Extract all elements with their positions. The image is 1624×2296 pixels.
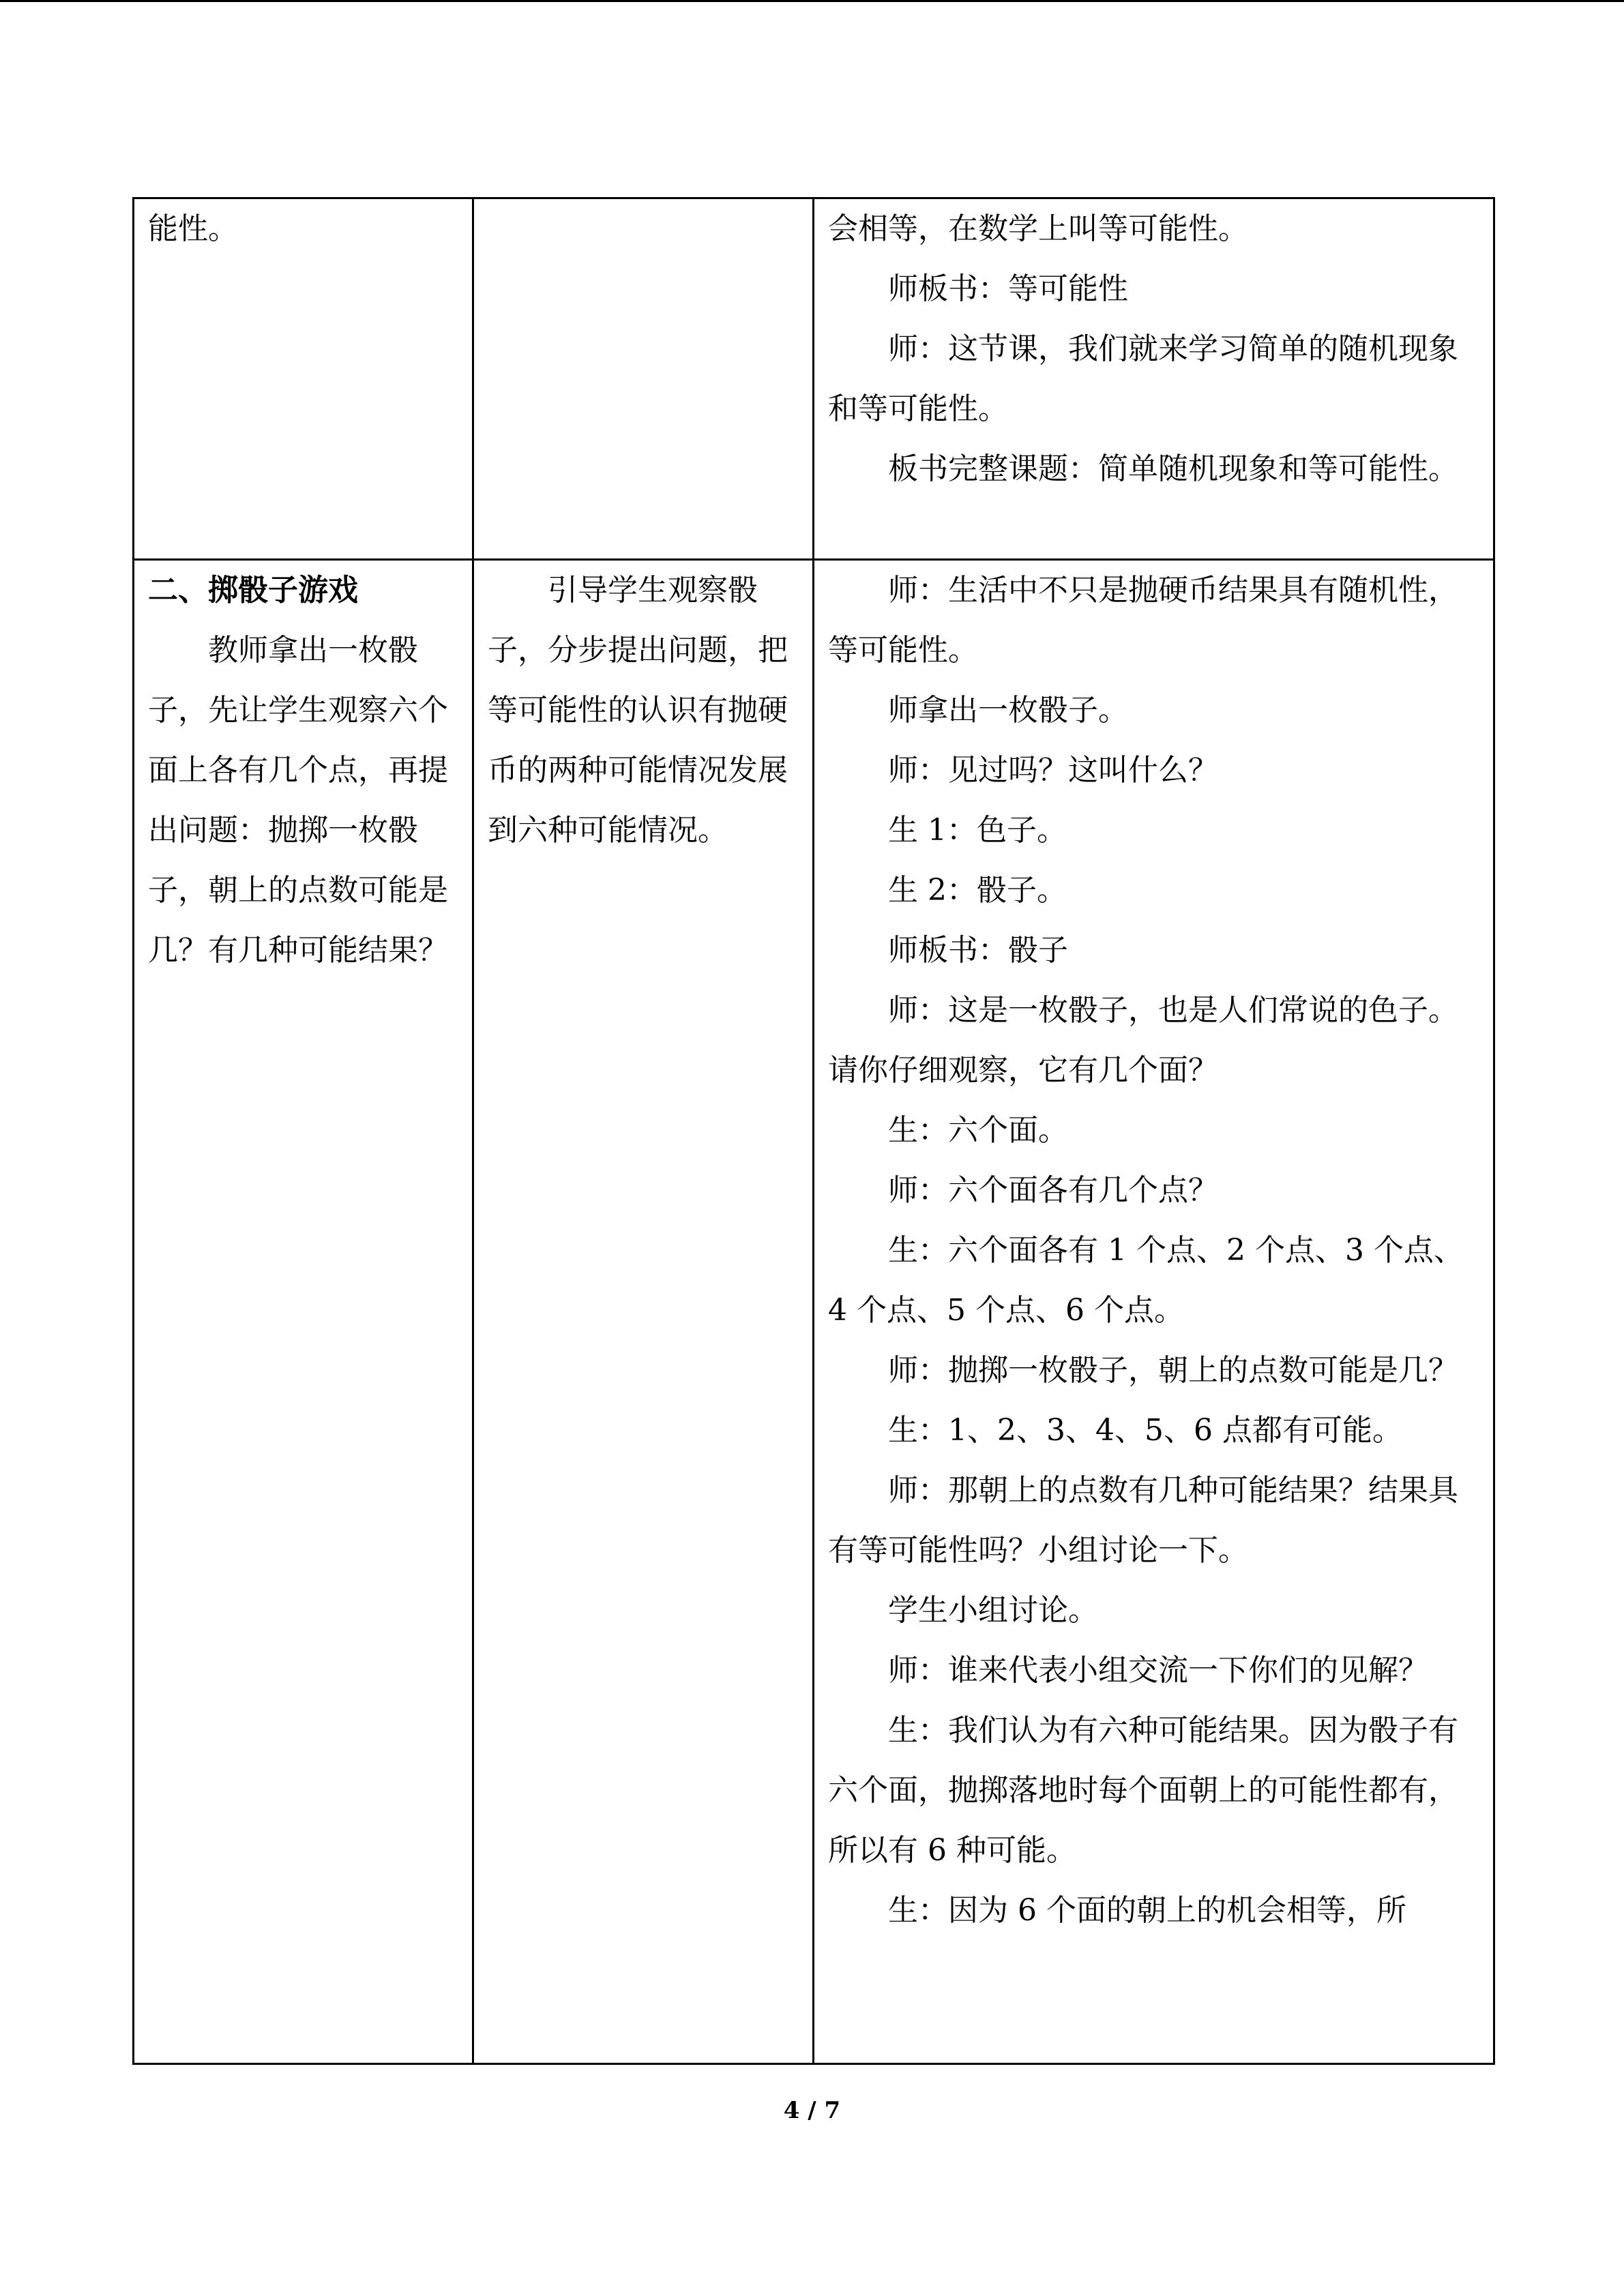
dialogue-line: 师：六个面各有几个点？ xyxy=(888,1173,1218,1208)
cell-text: 教师拿出一枚骰子，先让学生观察六个面上各有几个点，再提出问题：抛掷一枚骰子，朝上的点数可能是几？有几种可能结果？ xyxy=(148,633,448,968)
dialogue-line: 师：这节课，我们就来学习简单的随机现象和等可能性。 xyxy=(828,331,1458,426)
table-row xyxy=(134,560,1494,2064)
dialogue-line: 师：抛掷一枚骰子，朝上的点数可能是几？ xyxy=(888,1353,1458,1388)
dialogue-line: 会相等，在数学上叫等可能性。 xyxy=(828,211,1248,246)
dialogue-line: 师：谁来代表小组交流一下你们的见解？ xyxy=(888,1653,1428,1688)
dialogue-line: 生：六个面。 xyxy=(888,1113,1068,1148)
cell-text: 能性。 xyxy=(148,211,238,246)
cell-text: 引导学生观察骰子，分步提出问题，把等可能性的认识有抛硬币的两种可能情况发展到六种可能情况。 xyxy=(488,573,788,848)
cell-teaching-dialogue xyxy=(814,560,1494,2064)
table-row xyxy=(134,198,1494,560)
cell-design-intent xyxy=(473,198,814,560)
dialogue-line: 学生小组讨论。 xyxy=(888,1593,1098,1628)
dialogue-line: 师拿出一枚骰子。 xyxy=(888,693,1128,728)
page-number: 4 / 7 xyxy=(783,2097,841,2124)
dialogue-line: 师板书：等可能性 xyxy=(888,271,1128,306)
dialogue-line: 生：我们认为有六种可能结果。因为骰子有六个面，抛掷落地时每个面朝上的可能性都有，所以有 6 种可能。 xyxy=(828,1713,1458,1868)
dialogue-line: 生：六个面各有 1 个点、2 个点、3 个点、4 个点、5 个点、6 个点。 xyxy=(828,1233,1464,1328)
cell-design-intent xyxy=(473,560,814,2064)
dialogue-line: 师：这是一枚骰子，也是人们常说的色子。请你仔细观察，它有几个面？ xyxy=(828,993,1458,1088)
cell-content-process xyxy=(134,560,473,2064)
dialogue-line: 师：生活中不只是抛硬币结果具有随机性，等可能性。 xyxy=(828,573,1458,668)
dialogue-line: 生：1、2、3、4、5、6 点都有可能。 xyxy=(888,1413,1402,1448)
dialogue-line: 师板书：骰子 xyxy=(888,933,1068,968)
dialogue-line: 师：那朝上的点数有几种可能结果？结果具有等可能性吗？小组讨论一下。 xyxy=(828,1473,1458,1568)
cell-teaching-dialogue xyxy=(814,198,1494,560)
section-heading: 二、掷骰子游戏 xyxy=(148,573,358,608)
dialogue-line: 板书完整课题：简单随机现象和等可能性。 xyxy=(888,451,1458,486)
dialogue-line: 生 1：色子。 xyxy=(888,813,1067,848)
dialogue-line: 生：因为 6 个面的朝上的机会相等，所 xyxy=(888,1893,1406,1928)
dialogue-line: 生 2：骰子。 xyxy=(888,873,1067,908)
dialogue-line: 师：见过吗？这叫什么？ xyxy=(888,753,1218,788)
lesson-plan-table xyxy=(132,197,1495,2065)
top-border-line xyxy=(0,0,1624,2)
cell-content-process xyxy=(134,198,473,560)
